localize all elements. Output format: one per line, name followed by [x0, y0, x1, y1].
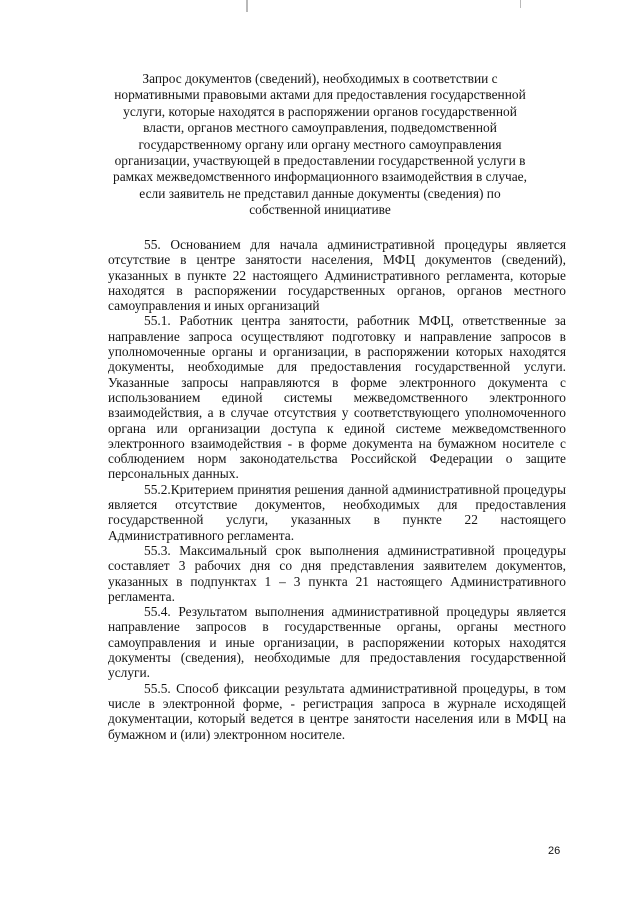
paragraph-55-4: 55.4. Результатом выполнения административной процедуры является направление запросов в государственные органы, органы местного самоуправления и иные организации, в распоряжении которых находятся документы (сведения), необходимые для предоставления государственной услуги.: [108, 604, 566, 681]
section-title: Запрос документов (сведений), необходимых в соответствии с нормативными правовыми актами для предоставления государственной услуги, которые находятся в распоряжении органов государственной власти, органов местного самоуправления, подведомственной государственному органу или органу местного самоуправления организации, участвующей в предоставлении государственной услуги в рамках межведомственного информационного взаимодействия в случае, если заявитель не представил данные документы (сведения) по собственной инициативе: [113, 71, 527, 218]
scan-mark: [520, 0, 521, 8]
paragraph-55: 55. Основанием для начала административной процедуры является отсутствие в центре занятости населения, МФЦ документов (сведений), указанных в пункте 22 настоящего Административного регламента, которые находятся в распоряжении государственных органов, органов местного самоуправления и иных организаций: [108, 237, 566, 314]
page-number: 26: [548, 845, 561, 857]
document-body: [108, 237, 566, 742]
paragraph-55-2: 55.2.Критерием принятия решения данной административной процедуры является отсутствие документов, необходимых для предоставления государственной услуги, указанных в пункте 22 настоящего Административного регламента.: [108, 481, 566, 543]
paragraph-55-3: 55.3. Максимальный срок выполнения административной процедуры составляет 3 рабочих дня со дня представления заявителем документов, указанных в подпунктах 1 – 3 пункта 21 настоящего Административного регламента.: [108, 542, 566, 604]
scan-mark: [246, 0, 248, 12]
paragraph-55-1: 55.1. Работник центра занятости, работник МФЦ, ответственные за направление запроса осуществляют подготовку и направление запросов в уполномоченные органы и организации, в распоряжении которых находятся документы, необходимые для предоставления государственной услуги. Указанные запросы направляются в форме электронного документа с использованием единой системы межведомственного электронного взаимодействия, а в случае отсутствия у соответствующего уполномоченного органа или организации доступа к единой системе межведомственного электронного взаимодействия - в форме документа на бумажном носителе с соблюдением норм законодательства Российской Федерации о защите персональных данных.: [108, 313, 566, 482]
paragraph-55-5: 55.5. Способ фиксации результата административной процедуры, в том числе в электронной форме, - регистрация запроса в журнале исходящей документации, который ведется в центре занятости населения или в МФЦ на бумажном и (или) электронном носителе.: [108, 680, 566, 742]
